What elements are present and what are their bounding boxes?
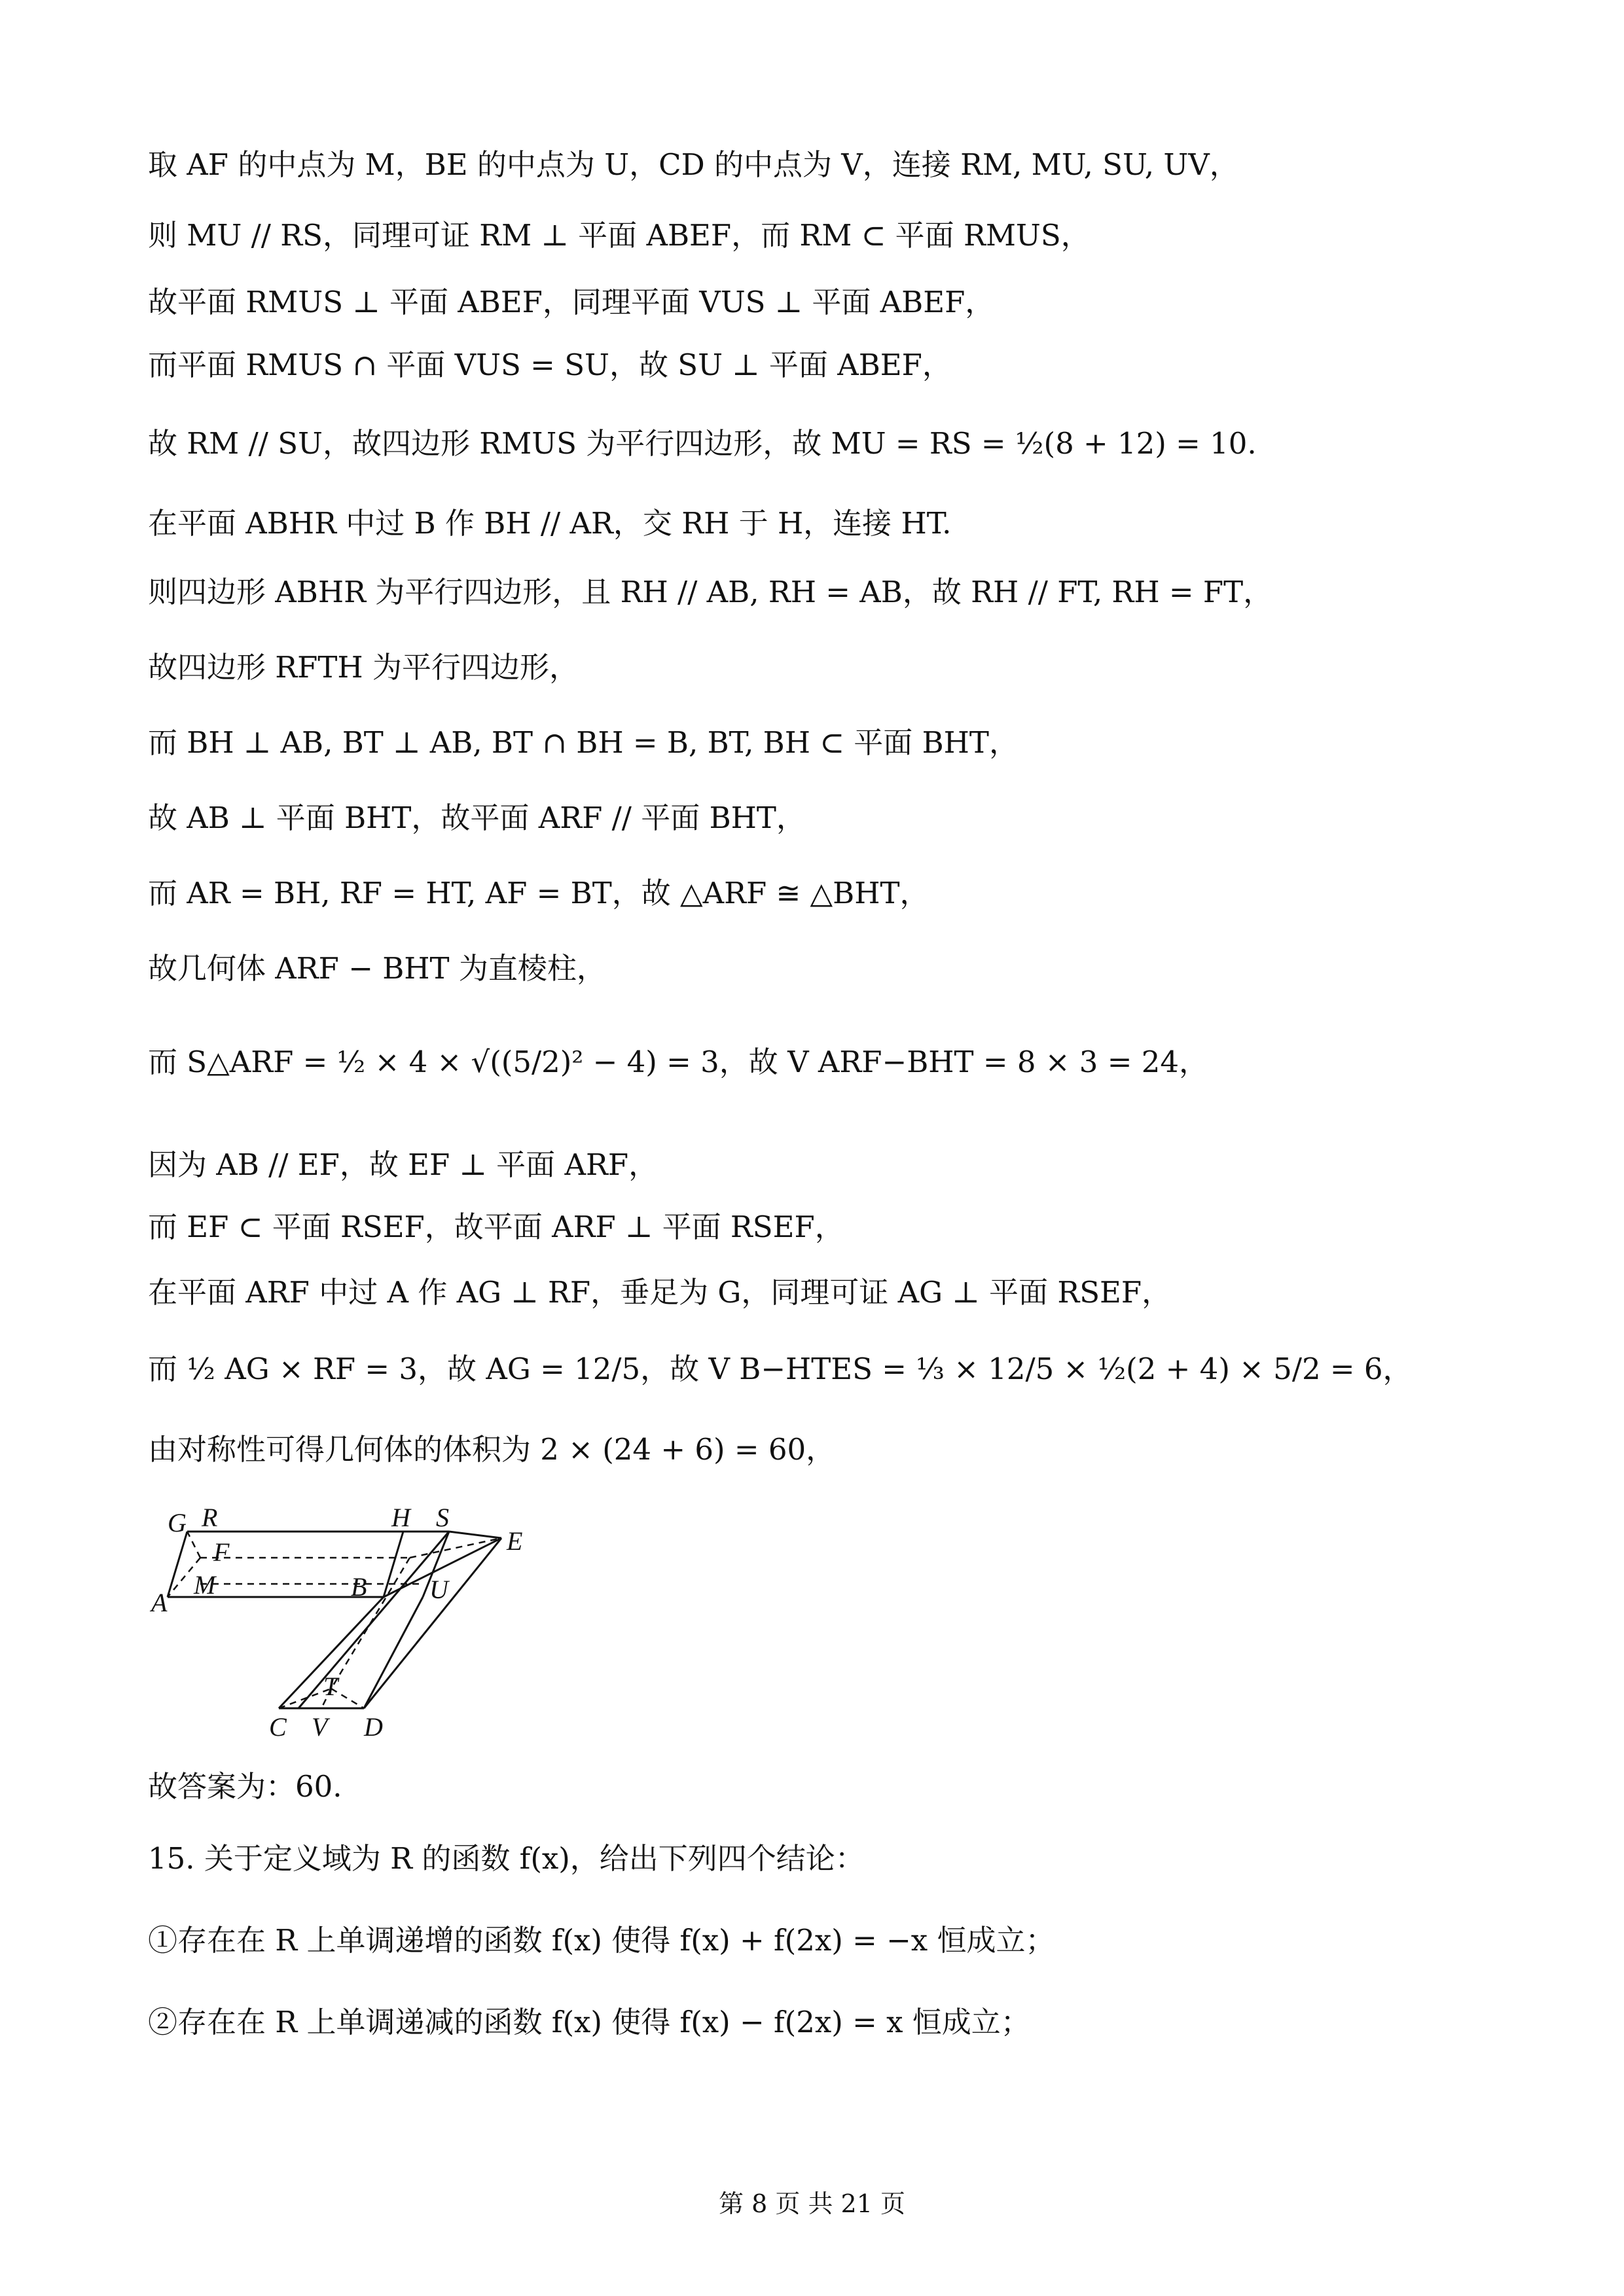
label-B: B	[351, 1572, 367, 1602]
question-15-stem: 15. 关于定义域为 R 的函数 f(x)，给出下列四个结论：	[148, 1841, 865, 1876]
text-line-12: 故几何体 ARF − BHT 为直棱柱，	[148, 951, 606, 986]
label-S: S	[436, 1503, 449, 1532]
text-line-5: 故 RM // SU，故四边形 RMUS 为平行四边形，故 MU = RS = ½(8 + 12) = 10.	[148, 426, 1257, 461]
label-E: E	[507, 1526, 523, 1556]
label-F: F	[213, 1537, 230, 1567]
label-V: V	[312, 1712, 328, 1742]
text-line-16: 在平面 ARF 中过 A 作 AG ⊥ RF，垂足为 G，同理可证 AG ⊥ 平面 RSEF，	[148, 1275, 1172, 1310]
text-line-8: 故四边形 RFTH 为平行四边形，	[148, 650, 579, 685]
text-line-4: 而平面 RMUS ∩ 平面 VUS = SU，故 SU ⊥ 平面 ABEF，	[148, 348, 952, 382]
text-line-13: 而 S△ARF = ½ × 4 × √((5/2)² − 4) = 3，故 V ARF−BHT = 8 × 3 = 24，	[148, 1045, 1208, 1079]
question-15-option-1: ①存在在 R 上单调递增的函数 f(x) 使得 f(x) + f(2x) = −x 恒成立；	[148, 1923, 1055, 1958]
prism-diagram	[148, 1499, 554, 1748]
text-line-11: 而 AR = BH, RF = HT, AF = BT，故 △ARF ≅ △BHT，	[148, 876, 929, 910]
text-line-9: 而 BH ⊥ AB, BT ⊥ AB, BT ∩ BH = B, BT, BH ⊂ 平面 BHT，	[148, 725, 1019, 760]
text-line-15: 而 EF ⊂ 平面 RSEF，故平面 ARF ⊥ 平面 RSEF，	[148, 1210, 844, 1244]
text-line-10: 故 AB ⊥ 平面 BHT，故平面 ARF // 平面 BHT，	[148, 800, 806, 835]
text-line-17: 而 ½ AG × RF = 3，故 AG = 12/5，故 V B−HTES = ⅓ × 12/5 × ½(2 + 4) × 5/2 = 6，	[148, 1352, 1413, 1386]
text-line-3: 故平面 RMUS ⊥ 平面 ABEF，同理平面 VUS ⊥ 平面 ABEF，	[148, 285, 995, 319]
text-line-2: 则 MU // RS，同理可证 RM ⊥ 平面 ABEF，而 RM ⊂ 平面 RMUS，	[148, 218, 1091, 253]
text-line-6: 在平面 ABHR 中过 B 作 BH // AR，交 RH 于 H，连接 HT.	[148, 506, 952, 541]
answer-line: 故答案为：60.	[148, 1769, 342, 1804]
label-T: T	[323, 1672, 338, 1701]
geometry-figure	[148, 1499, 554, 1750]
label-D: D	[364, 1712, 383, 1742]
label-C: C	[269, 1712, 287, 1742]
label-A: A	[151, 1588, 168, 1617]
page-footer: 第 8 页 共 21 页	[719, 2189, 905, 2218]
label-H: H	[391, 1503, 410, 1532]
label-M: M	[194, 1570, 216, 1600]
label-R: R	[202, 1503, 218, 1532]
text-line-14: 因为 AB // EF，故 EF ⊥ 平面 ARF，	[148, 1147, 659, 1182]
label-U: U	[429, 1575, 448, 1604]
label-G: G	[168, 1508, 187, 1537]
text-line-18: 由对称性可得几何体的体积为 2 × (24 + 6) = 60，	[148, 1432, 836, 1467]
text-line-1: 取 AF 的中点为 M，BE 的中点为 U，CD 的中点为 V，连接 RM, MU, SU, UV，	[148, 147, 1239, 182]
text-line-7: 则四边形 ABHR 为平行四边形，且 RH // AB, RH = AB，故 RH // FT, RH = FT，	[148, 575, 1273, 609]
question-15-option-2: ②存在在 R 上单调递减的函数 f(x) 使得 f(x) − f(2x) = x 恒成立；	[148, 2005, 1030, 2039]
